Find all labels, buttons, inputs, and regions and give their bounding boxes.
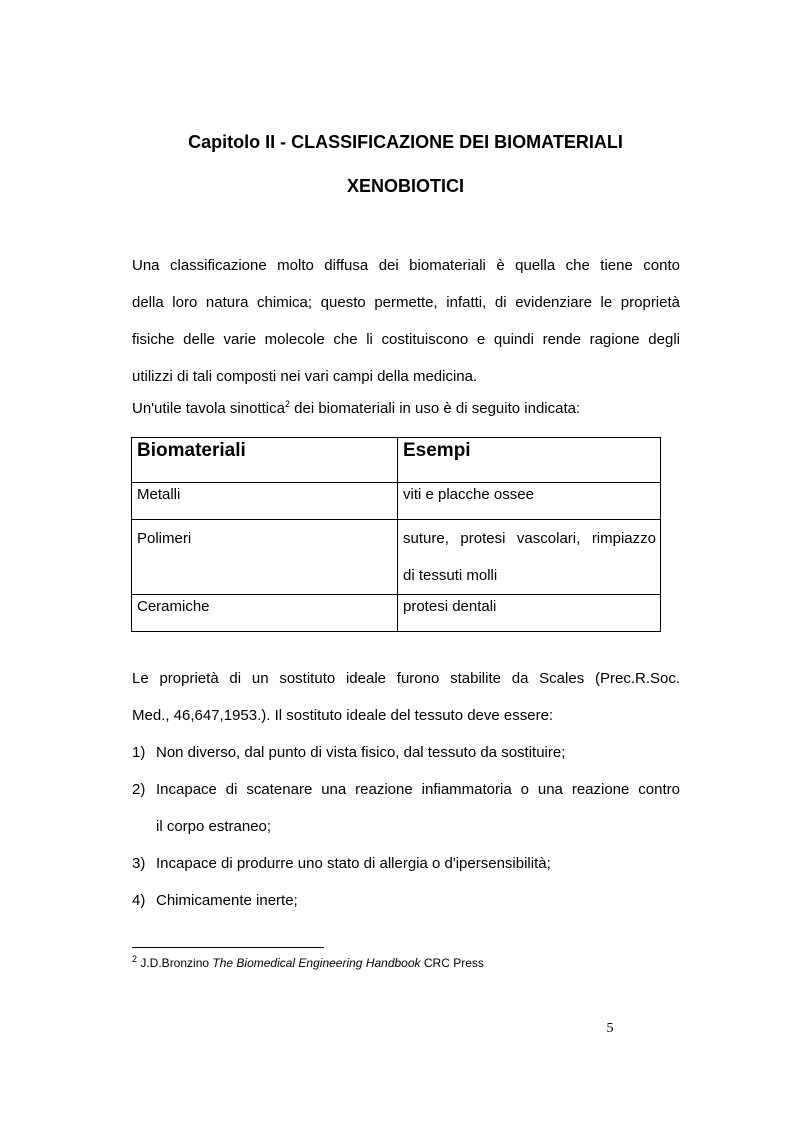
- footnote-ref: 2: [284, 399, 290, 409]
- list-item: [132, 734, 680, 771]
- footnote-author: J.D.Bronzino: [137, 956, 213, 970]
- list-number: 3): [132, 855, 146, 872]
- header-esempi: Esempi: [398, 438, 661, 483]
- list-text: Chimicamente inerte;: [156, 892, 298, 909]
- chapter-title-line-1: Capitolo II - CLASSIFICAZIONE DEI BIOMATERIALI: [188, 132, 623, 152]
- examples-cell: protesi dentali: [398, 595, 661, 632]
- paragraph-line: Le proprietà di un sostituto ideale furono stabilite da Scales (Prec.R.Soc.: [132, 670, 680, 687]
- paragraph-line: della loro natura chimica; questo permette, infatti, di evidenziare le proprietà: [132, 294, 680, 311]
- examples-cell: viti e placche ossee: [398, 483, 661, 520]
- table-row: [132, 520, 661, 595]
- paragraph-line: Med., 46,647,1953.). Il sostituto ideale del tessuto deve essere:: [132, 707, 554, 724]
- material-cell: Polimeri: [132, 520, 398, 595]
- table-header-row: [132, 438, 661, 483]
- footnote: [132, 954, 484, 970]
- list-number: 4): [132, 892, 146, 909]
- requirements-list: [132, 734, 680, 919]
- list-text: Non diverso, dal punto di vista fisico, dal tessuto da sostituire;: [156, 744, 566, 761]
- paragraph-line: fisiche delle varie molecole che li costituiscono e quindi rende ragione degli: [132, 331, 680, 348]
- examples-line: di tessuti molli: [403, 567, 498, 584]
- ideal-substitute-paragraph: [132, 660, 680, 734]
- list-item: [132, 845, 680, 882]
- examples-line: suture, protesi vascolari, rimpiazzo: [403, 530, 656, 547]
- biomaterials-table: [131, 437, 661, 632]
- header-biomateriali: Biomateriali: [132, 438, 398, 483]
- paragraph-line: utilizzi di tali composti nei vari campi della medicina.: [132, 368, 478, 385]
- list-number: 2): [132, 781, 146, 798]
- list-number: 1): [132, 744, 146, 761]
- material-cell: Ceramiche: [132, 595, 398, 632]
- list-text: Incapace di produrre uno stato di allergia o d'ipersensibilità;: [156, 855, 551, 872]
- chapter-title-line-2: XENOBIOTICI: [346, 176, 464, 196]
- page-number: 5: [606, 1021, 614, 1036]
- paragraph-line: Una classificazione molto diffusa dei biomateriali è quella che tiene conto: [132, 257, 680, 274]
- footnote-publisher: CRC Press: [420, 956, 484, 970]
- table-row: [132, 483, 661, 520]
- examples-cell: [398, 520, 661, 595]
- intro-paragraph: [132, 247, 680, 395]
- table-intro-sentence: [132, 400, 580, 417]
- intro-text: Un'utile tavola sinottica: [132, 400, 285, 417]
- list-text-cont: il corpo estraneo;: [156, 818, 272, 835]
- intro-text-cont: dei biomateriali in uso è di seguito indicata:: [289, 400, 581, 417]
- list-item: [132, 882, 680, 919]
- material-cell: Metalli: [132, 483, 398, 520]
- list-item: [132, 771, 680, 845]
- footnote-separator: [132, 947, 324, 948]
- list-text: Incapace di scatenare una reazione infiammatoria o una reazione contro: [156, 781, 680, 798]
- footnote-marker: 2: [132, 954, 138, 964]
- footnote-book-title: The Biomedical Engineering Handbook: [212, 956, 421, 970]
- table-row: [132, 595, 661, 632]
